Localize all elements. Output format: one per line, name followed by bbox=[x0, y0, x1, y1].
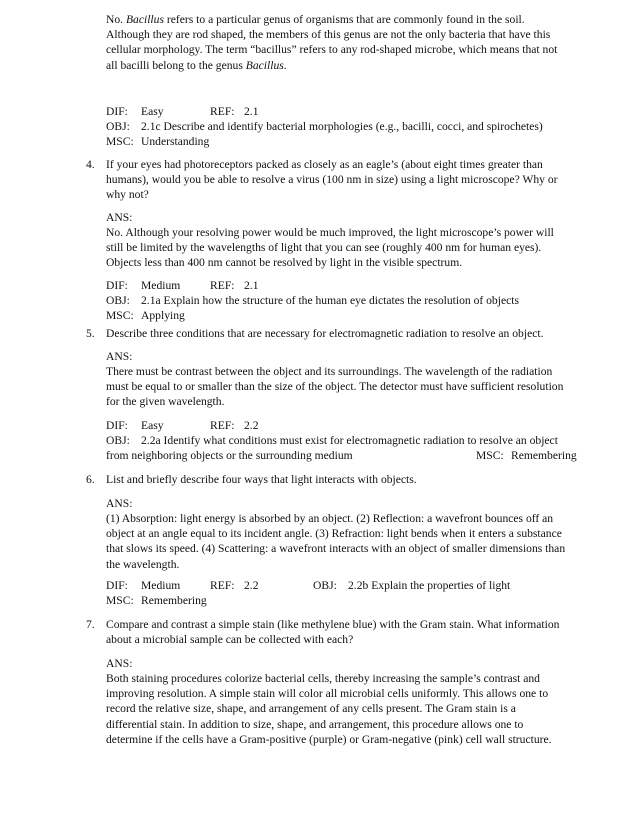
obj-value: 2.2a Identify what conditions must exist for electromagnetic radiation to resolve an object bbox=[141, 434, 558, 448]
ref-value: 2.1 bbox=[244, 105, 259, 118]
msc-label: MSC: bbox=[106, 135, 134, 149]
dif-label: DIF: bbox=[106, 579, 128, 592]
answer-text-part: No. bbox=[106, 13, 126, 26]
obj-msc-row bbox=[106, 448, 577, 463]
question-number: 5. bbox=[86, 327, 95, 340]
q4-metadata bbox=[106, 278, 566, 324]
question-number: 7. bbox=[86, 618, 95, 631]
obj-label: OBJ: bbox=[106, 120, 130, 134]
obj-label: OBJ: bbox=[106, 294, 130, 308]
genus-name: Bacillus bbox=[245, 58, 284, 72]
obj-value: 2.1c Describe and identify bacterial morphologies (e.g., bacilli, cocci, and spirochetes) bbox=[141, 120, 543, 134]
ref-value: 2.2 bbox=[244, 419, 259, 432]
dif-value: Medium bbox=[141, 579, 181, 592]
msc-value: Remembering bbox=[511, 449, 577, 463]
obj-value: 2.2b Explain the properties of light bbox=[348, 579, 511, 592]
msc-row bbox=[106, 593, 566, 608]
obj-value: 2.1a Explain how the structure of the human eye dictates the resolution of objects bbox=[141, 294, 519, 308]
dif-label: DIF: bbox=[106, 105, 128, 118]
ans-label: ANS: bbox=[106, 350, 133, 363]
dif-label: DIF: bbox=[106, 419, 128, 432]
dif-value: Medium bbox=[141, 279, 181, 292]
ans-label: ANS: bbox=[106, 211, 133, 224]
obj-row bbox=[106, 433, 566, 448]
ref-value: 2.2 bbox=[244, 579, 259, 592]
obj-label: OBJ: bbox=[106, 434, 130, 448]
genus-name: Bacillus bbox=[125, 13, 164, 26]
answer-text-part: . bbox=[283, 58, 287, 72]
msc-row bbox=[106, 308, 566, 323]
msc-label: MSC: bbox=[106, 594, 134, 608]
ref-label: REF: bbox=[210, 105, 235, 118]
answer-text-part: refers to a particular genus of organisms that are commonly found in the soil. Although they are rod shaped, the members of this genus are not the only bacteria that have this cellular morphology. The term “bacillus” refers to any rod-shaped microbe, which means that not all bacilli belong to the genus bbox=[106, 13, 558, 72]
ref-label: REF: bbox=[210, 579, 235, 592]
dif-value: Easy bbox=[141, 105, 164, 118]
dif-ref-row bbox=[106, 104, 566, 119]
obj-label: OBJ: bbox=[313, 579, 337, 592]
question-number: 6. bbox=[86, 473, 95, 486]
question-text: If your eyes had photoreceptors packed as closely as an eagle’s (about eight times greater than humans), would you be able to resolve a virus (100 nm in size) using a light microscope? Why or why not? bbox=[106, 158, 558, 202]
msc-row bbox=[106, 134, 566, 149]
q5-metadata bbox=[106, 418, 577, 464]
q3-answer bbox=[106, 12, 566, 73]
answer-text: There must be contrast between the object and its surroundings. The wavelength of the radiation must be equal to or smaller than the size of the object. The detector must have sufficient resolution for the given wavelength. bbox=[106, 365, 564, 409]
msc-value: Understanding bbox=[141, 135, 210, 149]
msc-value: Applying bbox=[141, 309, 185, 323]
ans-label: ANS: bbox=[106, 497, 133, 510]
ref-value: 2.1 bbox=[244, 279, 259, 292]
dif-ref-row bbox=[106, 278, 566, 293]
msc-label: MSC: bbox=[106, 309, 134, 323]
question-text: Describe three conditions that are necessary for electromagnetic radiation to resolve an object. bbox=[106, 327, 544, 340]
obj-row bbox=[106, 293, 566, 308]
msc-value: Remembering bbox=[141, 594, 207, 608]
q3-answer-text bbox=[106, 12, 566, 73]
answer-text: No. Although your resolving power would be much improved, the light microscope’s power will still be limited by the wavelengths of light that you can see (roughly 400 nm for human eyes). Objects less than 400 nm cannot be resolved by light in the visible spectrum. bbox=[106, 226, 554, 270]
ans-label: ANS: bbox=[106, 657, 133, 670]
answer-text: (1) Absorption: light energy is absorbed by an object. (2) Reflection: a wavefront bounces off an object at an angle equal to its incident angle. (3) Refraction: light bends when it enters a substance that slows its speed. (4) Scattering: a wavefront interacts with an object of smaller dimensions than the wavelength. bbox=[106, 512, 566, 571]
question-text: Compare and contrast a simple stain (like methylene blue) with the Gram stain. What information about a microbial sample can be collected with each? bbox=[106, 618, 560, 647]
obj-row bbox=[106, 119, 566, 134]
q6-metadata bbox=[106, 578, 566, 608]
ref-label: REF: bbox=[210, 279, 235, 292]
q3-metadata bbox=[106, 104, 566, 150]
dif-label: DIF: bbox=[106, 279, 128, 292]
obj-value-continued: from neighboring objects or the surrounding medium bbox=[106, 449, 353, 463]
dif-value: Easy bbox=[141, 419, 164, 432]
dif-ref-obj-row bbox=[106, 578, 566, 593]
question-number: 4. bbox=[86, 158, 95, 171]
ref-label: REF: bbox=[210, 419, 235, 432]
question-text: List and briefly describe four ways that light interacts with objects. bbox=[106, 473, 417, 486]
answer-text: Both staining procedures colorize bacterial cells, thereby increasing the sample’s contrast and improving resolution. A simple stain will color all microbial cells uniformly. This allows one to record the relative size, shape, and arrangement of any cells present. The Gram stain is a differential stain. In addition to size, shape, and arrangement, this procedure allows one to determine if the cells have a Gram-positive (purple) or Gram-negative (pink) cell wall structure. bbox=[106, 672, 552, 746]
msc-label: MSC: bbox=[476, 449, 504, 463]
dif-ref-row bbox=[106, 418, 566, 433]
